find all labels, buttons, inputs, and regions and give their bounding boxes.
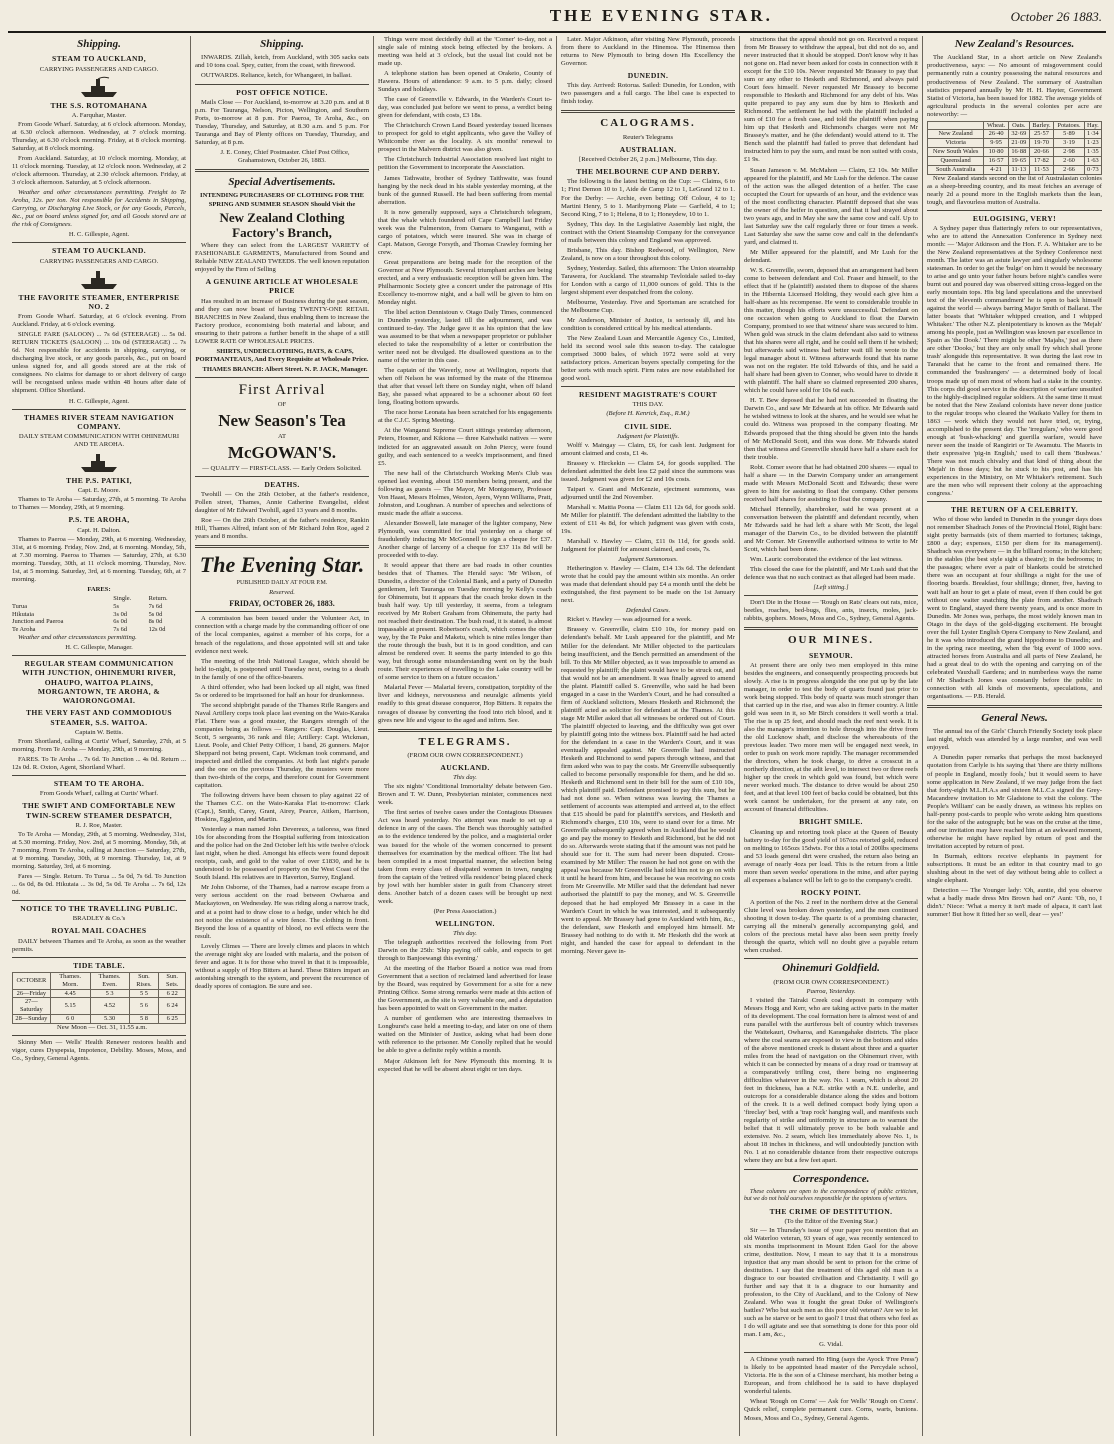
- table-row: Victoria 9·95 21·09 19·70 3·19 1·23: [928, 139, 1102, 148]
- text-block: Thames to Te Aroha — Saturday, 27th, at 5 morning. Te Aroha to Thames — Monday, 29th, at 9 morning.: [12, 496, 186, 512]
- ad-subheading: CARRYING PASSENGERS AND CARGO.: [39, 65, 159, 73]
- text-block: Don't Die in the House — 'Rough on Rats' clears out rats, mice, beetles, roaches, bed-bugs, flies, ants, insects, moles, jack-rabbits, gophers. Moses, Moss and Co., Sydney, General Agents.: [744, 599, 919, 623]
- table-row: Single. Return.: [113, 594, 168, 602]
- text-block: The meeting of the Irish National League, which should be held to-night, is postponed until Tuesday next, owing to a death in the family of one of the office-bearers.: [195, 657, 369, 681]
- text-block: The six nights' 'Conditional Immortality' debate between Geo. Brown and T. W. Dunn, Presbyterian minister, commences next week.: [378, 783, 552, 807]
- column-notices: [191, 36, 374, 1436]
- telegram-heading: AUCKLAND.: [440, 763, 490, 772]
- text-block: Brassey v. Hirckekin — Claim £4, for goods supplied. The defendant admitted the debt less £2 paid since the summons was issued. Judgment was given for £2 and 10s costs.: [561, 459, 735, 483]
- text-block: A Chinese youth named Ho Hing (says the Ayock 'Free Press') is likely to be appointed head master of the Percydale school, Victoria. He is the son of a Chinese merchant, his mother being a European, and from childhood he is said to have displayed wonderful talents.: [744, 1356, 918, 1396]
- text-block: Where they can select from the LARGEST VARIETY of FASHIONABLE GARMENTS, Manufactured from Sound and Reliable NEW ZEALAND TWEEDS. The well known reputation enjoyed by the Firm of Selling: [195, 242, 369, 274]
- table-row: New South Wales 10·80 16·88 20·66 2·98 1·35: [928, 148, 1102, 157]
- telegram-heading: DUNEDIN.: [627, 71, 669, 81]
- court-subheading: Defended Cases.: [625, 607, 671, 615]
- court-subheading: Judgment for Plaintiffs.: [616, 432, 680, 440]
- nameplate-subtitle: Reserved.: [269, 588, 295, 596]
- text-block: Brisbane, This day. Bishop Redwood, of Wellington, New Zealand, is now on a tour throughout this colony.: [561, 246, 735, 262]
- story-heading: THE MELBOURNE CUP AND DERBY.: [576, 167, 720, 177]
- text-block: Yesterday a man named John Devereux, a tailoress, was fined 10s for absconding from the Hospital suffering from intoxication and the police had on the 2nd October left his wife twelve o'clock last night, when he died. Amongst his effects were found deposit receipts, cash, and gold to the value of over £1830, and he is understood to be possessed of property on the West Coast of the South Island. His relatives are in Haverton, Surrey, England.: [195, 826, 369, 882]
- text-block: Twohill — On the 26th October, at the father's residence, Pollen street, Thames, Annie Catherine Evangelist, eldest daughter of Mr Edward Twohill, aged 13 years and 8 months.: [195, 491, 369, 515]
- text-block: SHIRTS, UNDERCLOTHING, HATS, & CAPS, PORTMANTEAUS, And Every Requisite at Wholesale Price.: [195, 347, 369, 363]
- column-telegrams-court: [557, 36, 740, 1436]
- text-block: The Christchurch Crown Land Board yesterday issued licenses to prospect for gold to eight applicants, who gave the Valley of Whitcombe river as the locality. A six months' renewal to prospect in the Malvern district was also given.: [378, 122, 552, 154]
- table-row: 28—Sunday 6 0 5.30 5 8 6 25: [13, 1014, 186, 1023]
- newspaper-nameplate: The Evening Star.: [199, 552, 365, 578]
- ad-title: McGOWAN'S.: [227, 443, 337, 463]
- agent-name: H. C. Gillespie, Manager.: [65, 644, 133, 652]
- text-block: At present there are only two men employed in this mine besides the engineers, and consequently prospecting proceeds but slowly. A rise is in progress alongside the one put up by the late manager, in order to test the body of quartz found just prior to work being stopped. This body of quartz was much stronger than that carried up in the rise, and was also in firmer country. A little gold was seen in it, so Mr Birch considers it well worth a trial. The rise is up 25 feet, and should reach the reef next week. It is also the manager's intention to hole through into the drive from the old Lucknow shaft, and disclose the whereabouts of the previous leader. Two more men will be engaged next week, in order to push on work more rapidly. The manager recommended the directors, when he took charge, to drive a crosscut in a northerly direction, at the adit level, to intersect two or three reefs higher up the creek in which gold was found, but which were never worked much. The distance to drive would be about 250 feet, and at that level 100 feet of backs could be obtained, but this work cannot be undertaken, for the present at any rate, on account of financial difficulties.: [744, 661, 918, 814]
- section-subheading: (FROM OUR OWN CORRESPONDENT.): [773, 978, 889, 986]
- mine-heading: BRIGHT SMILE.: [799, 817, 863, 827]
- letter-subheading: (To the Editor of the Evening Star.): [784, 1217, 878, 1225]
- text-block: A third offender, who had been locked up all night, was fined 5s or ordered to be imprisoned for half an hour for drunkenness.: [195, 683, 369, 699]
- fares-label: FARES:: [87, 585, 111, 593]
- text-block: Who of those who landed in Dunedin in the younger days does not remember Shadrach Jones of the Provincial Hotel, Right bars: sight pretty barmaids (six of them married to fortunes; takings, £800 a day; expenses, £150 per diem for its management). Shadrach was everywhere — in the billiard rooms; in the kitchen; in the stables (the best style sight a theatre); in the bedrooms; in the passages; where ever a pair of blankets could be stretched there was an occupant at four shillings a night for the use of flooring boards. Breakfast, four shillings; dinner, five, having to wait half an hour to get a plate of meat, even if then could be got without one waiter snatching the plate from another. Shadrach went to England, stayed there twenty years, and is once more in Dunedin. Mr Jones was, perhaps, the most widely known man in Otago in the days of the gold-digging excitement. He brought over the full Lyster English Opera Company to New Zealand, and he it was who introduced the grand hippodrome to Dunedin; and in the spring race meeting, when the 'big event' of 1000 sovs. attracted horses from Australia and all parts of New Zealand, he had a great deal to do with the opening and carrying on of the celebrated Vauxhall Gardens; and in numberless ways the name of Mr Shadrach Jones was constantly before the public in connection with all kinds of movements, speculations, and organisations. — P.B. Herald.: [927, 516, 1102, 700]
- text-block: From Goode Wharf. Saturday, at 6 o'clock afternoon. Monday, at 6.30 o'clock afternoon. Wednesday, at 7 o'clock morning. Thursday, at 6.30 o'clock morning. Friday, at 8 o'clock morning. Saturday, at 8 o'clock morning.: [12, 120, 186, 153]
- text-block: In Burmah, editors receive elephants in payment for subscriptions. It must be an editor in that country mad to go slushing about in the wet of day without being able to collect a single elephant.: [927, 852, 1102, 884]
- mine-heading: ROCKY POINT.: [800, 887, 862, 897]
- text-block: Marshall v. Mattia Poona — Claim £11 12s 6d, for goods sold. Mr Miller for plaintiff. The defendant admitted the liability to the extent of £11 4s 8d, for which judgment was given with costs, 19s.: [561, 504, 735, 536]
- table-row: Wheat. Oats. Barley. Potatoes. Hay.: [928, 121, 1102, 130]
- court-heading: CIVIL SIDE.: [624, 421, 672, 431]
- text-block: The first series of twelve cases under the Contagious Diseases Act was heard yesterday. No attempt was made to set up a defence in any of the cases. The Bench was thoroughly satisfied as to the evidence tendered by the police, and a magisterial order was issued for the whole of the women concerned to present themselves for examination by the medical officer. The list had been compiled in a most impartial manner, the selection being taken from every class of dissipated women in town, ranging from the captain of the 'retired villa residence' being placed check by jowl with her humbler sister in guilt from Chancery street dens. Another batch of a dozen cases will be brought up next week.: [378, 809, 552, 905]
- text-block: New Zealand stands second on the list of Australasian colonies as a sheep-breeding country, and its meat fetches an average of nearly 2d a pound more in the English markets than the lean, tough, and flavourless mutton of Australia.: [927, 174, 1102, 206]
- dateline: FRIDAY, OCTOBER 26, 1883.: [229, 598, 335, 608]
- text-block: Wheat 'Rough on Corns' — Ask for Wells' 'Rough on Corns'. Quick relief, complete permanent cure. Corns, warts, bunions. Moses, Moss and Co., Sydney, General Agents.: [744, 1398, 918, 1422]
- text-block: This day. Arrived: Rotorua. Sailed: Dunedin, for London, with two passengers and a full cargo. The libel case is expected to finish today.: [561, 82, 735, 106]
- table-row: Hikutaia 3s 0d 5s 0d: [12, 610, 163, 618]
- ship-name: THE S.S. ROTOMAHANA: [50, 100, 148, 110]
- agent-name: H. C. Gillespie, Agent.: [68, 397, 130, 405]
- notice-heading: POST OFFICE NOTICE.: [236, 87, 328, 97]
- ship-name: THE FAVORITE STEAMER, ENTERPRISE NO. 2: [18, 292, 180, 311]
- text-block: Ricket v. Hawley — was adjourned for a week.: [567, 616, 692, 624]
- letter-signature: G. Vidal.: [819, 1341, 843, 1349]
- text-block: Thames to Paeroa — Monday, 29th, at 6 morning. Wednesday, 31st, at 6 morning. Friday, Nov. 2nd, at 6 morning. Monday, 5th, at 7.30 morning. Paeroa to Thames — Saturday, 27th, at 6.30 morning. Tuesday, 30th, at 11 o'clock morning. Thursday, Nov. 1st, at 5 morning. Saturday, 3rd, at 6 morning. Tuesday, 6th, at 7 morning.: [12, 535, 186, 583]
- text-block: Hetherington v. Hawley — Claim, £14 13s 6d. The defendant wrote that he could pay the amount within six months. An order was made that defendant should pay £4 a month until the debt be extinguished, the first payment to be made on the 1st January next.: [561, 565, 735, 605]
- text-block: At the meeting of the Harbor Board a notice was read from Government that a section of reclaimed land advertised for lease by the Board, was required by Government for a site for a new Printing Office. Some strong remarks were made at this action of the Government, as the site is very valuable one, and a deputation has been appointed to wait on Government in the matter.: [378, 965, 552, 1013]
- section-subheading: (FROM OUR OWN CORRESPONDENT.): [407, 751, 523, 759]
- text-block: New Moon — Oct. 31, 11.55 a.m.: [56, 1023, 148, 1031]
- ad-line: First Arrival: [238, 381, 326, 398]
- steamship-icon: [79, 268, 119, 290]
- ad-heading: A GENUINE ARTICLE AT WHOLESALE PRICE: [205, 277, 359, 296]
- text-block: J. E. Coney, Chief Postmaster. Chief Post Office, Grahamstown, October 26, 1883.: [220, 148, 350, 164]
- ad-heading: STEAM TO AUCKLAND,: [51, 54, 147, 64]
- text-block: A Sydney paper thus flatteringly refers to our representatives, who are to attend the Annexation Conference in Sydney next month: — 'Major Atkinson and the Hon. F. A. Whitaker are to be the New Zealand representatives at the Sydney Conference next month. The latter was an astute lawyer and singularly wholesome statesman. In order to get the 'bulge' on him it would be necessary to arise and go unto your father hours before night's candles were burnt out and poured day was observed sitting cross-legged on the early mountain tops. His big land speculations and the unrevised text of the 'eleventh commandment' he is open to back himself against the world — always barring Major Smith of Ballarat. The latter boasts that 'Whitaker whipped creation, and I whipped Whitaker.' The other N.Z. plenipotentiary is known as the 'Mejah' among his people, just as Wellington was known par excellence in Spain as 'the Dook.' There might be other 'Majahs,' just as there are other 'Dooks,' but they are only small fry which shall 'prone trash' alongside this representative. It was during the last row in Taranaki that he came to the front and remained there. He commanded the 'bushrangers' — a determined body of local troops made up of men most of whom had a stake in the country. This corps did good service in the description of warfare unsuited to the highly-disciplined regular soldiers. At the same time it must be noted that the New Zealand colonists have never done justice to the regular troops who cleared the Waikato Valley for them in 1863 — work which they would not have tried, or, trying, accomplished to the present day. The 'irregulars,' who were good enough at 'bush-whacking' and guerilla warfare, would have never seen the inside of Rangiriri or Te Awamutu. The Maoris in their expressive 'pig-in English,' used to call them 'Bushwas.' There was not much chivalry and that kind of thing about the 'Mejah' in those days; but he stuck to his post, and has his experiences in the Ministry, on Mr Whitaker's retirement. Such are the men who will represent their colony at the approaching congress.': [927, 224, 1102, 497]
- text-block: Sydney, This day. In the Legislative Assembly last night, the contract with the Orient Steamship Company for the conveyance of mails between this colony and England was approved.: [561, 220, 735, 244]
- text-block: James Tathwaite, brother of Sydney Taithwaite, was found hanging by the neck dead in his stable yesterday morning, at the bunk of the gunned Russell. He had been suffering from mental aberration.: [378, 174, 552, 206]
- text-block: Wolff v. Maingay — Claim, £6, for cash lent. Judgment for amount claimed and costs, £1 4s.: [561, 441, 735, 457]
- text-block: OUTWARDS. Reliance, ketch, for Whangarei, in ballast.: [201, 72, 352, 80]
- text-block: [Left sitting.]: [813, 584, 849, 592]
- telegram-heading: AUSTRALIAN.: [619, 144, 677, 154]
- table-row: OCTOBER Thames. Morn. Thames. Even. Sun. Rises. Sun. Sets.: [13, 972, 186, 989]
- steamship-icon: [79, 451, 119, 473]
- ship-name: THE SWIFT AND COMFORTABLE NEW TWIN-SCREW STEAMER DESPATCH,: [22, 801, 176, 820]
- steamship-icon: [79, 76, 119, 98]
- text-block: A telephone station has been opened at Orakeio, County of Hawera. Hours of attendance: 9 a.m. to 5 p.m. daily; closed Sundays and holidays.: [378, 70, 552, 94]
- text-block: THAMES BRANCH: Albert Street. N. P. JACK, Manager.: [202, 365, 368, 373]
- text-block: Susan Jameson v. M. McMahon — Claim, £2 10s. Mr Miller appeared for the plaintiff, and Mr Lush for the defence. The cause of the action was the alleged detention of a heifer. The case occupied the Court for upwards of an hour, and the evidence was of the most conflicting character. Plaintiff deposed that she was the owner of the heifer in question, and that it had strayed about two years ago, and in May she saw the same cow and calf. Up to last Saturday saw the calf regularly three or four times a week. Last Saturday she saw the same cow and calf in the defendant's yard, and claimed it.: [744, 166, 918, 246]
- text-block: INWARDS. Zillah, ketch, from Auckland, with 305 sacks oats and 10 tons coal. Spey, cutter, from the coast, with firewood.: [195, 54, 369, 70]
- yields-table: [927, 121, 1102, 175]
- text-block: W. S. Greenville, sworn, deposed that an arrangement had been come to between defendant and Col. Fraser and himself, to the effect that if he (plaintiff) assisted them to dispose of the shares in the Hibernia Licensed Holding, they would each give him a half-share as his recompense. He went to considerable trouble in this matter, though his efforts were unsuccessful. Defendant on one occasion when going to Auckland to float the Darwin Company, promised to see that witness' share was secured to him. When gold was struck in the claim defendant also said to witness that his shares were all right, and he could sell them if he wished; but afterwards said witness had better wait till he wrote to the legal manager about it. Witness afterwards found that his name was not on the register. He told Edwards of this, and he said a half share had been given to Conner, who would have to divide it with plaintiff. The half share so claimed represented 200 shares, which he could have sold for 10s 6d each.: [744, 266, 918, 395]
- text-block: The race horse Leonata has been scratched for his engagements at the C.J.C. Spring Meeting.: [378, 409, 552, 425]
- section-subheading: Paeroa, Yesterday.: [806, 987, 856, 995]
- section-heading: Ohinemuri Goldfield.: [782, 962, 880, 975]
- text-block: Taipari v. Grant and McKenzie, ejectment summons, was adjourned until the 2nd November.: [561, 485, 735, 501]
- text-block: Malarial Fever — Malarial fevers, constipation, torpidity of the liver and kidneys, nervousness and neuralgic ailments yield readily to this great disease conqueror, Hop Bitters. It repairs the ravages of disease by converting the food into rich blood, and it gives new life and vigour to the aged and infirm. See.: [378, 684, 552, 724]
- text-block: From Shortland, calling at Curtis' Wharf, Saturday, 27th, at 5 morning. From Te Aroha — Monday, 29th, at 9 morning.: [12, 737, 186, 753]
- ad-subheading: CARRYING PASSENGERS AND CARGO.: [39, 257, 159, 265]
- telegram-dateline: [Received October 26, 2 p.m.] Melbourne, This day.: [579, 156, 717, 164]
- text-block: At the Wanganui Supreme Court sittings yesterday afternoon, Peters, Hosmer, and Kikiona — three Kaiwhaiki natives — were indicted for an aggravated assault on John Piercy, were found guilty, and each sentenced to a week's imprisonment, and fined £5.: [378, 427, 552, 467]
- text-block: It would appear that there are bad roads in other counties besides that of Thames. The Herald says: 'Mr Wilson, of Dunedin, a director of the Colonial Bank, and a party of Dunedin gentlemen, left Tauranga on Tuesday morning by Kelly's coach for Ohinemutu, but it appears that the coach broke down in the bush half way. Up till yesterday, it seems, from a telegram received by Mr Robert Graham from Ohinemutu, the party had not reached their destination. The bush road, it is stated, is almost impassable at present. Robertson's coach, which comes the other way, by the Te Puke and Maketu, which is nine miles longer than the route through the bush, but it is in good condition, and can almost be rendered over. It seems the party intended to go this way, but through some misunderstanding went on by the bush route. Their experiences of travelling to the Lake country will be of some service to them on a future occasion.': [378, 561, 552, 682]
- notice-heading: DEATHS.: [264, 480, 300, 490]
- ad-line: OF: [277, 401, 287, 409]
- text-block: Alexander Boswell, late manager of the lighter company, New Plymouth, was committed for trial yesterday on a charge of fraudulently inducing Mr McGonnell to sign a cheque for £37. Another charge of larceny of a cheque for £37 11s 8d will be proceeded with to-day.: [378, 519, 552, 559]
- text-block: Weather and other circumstances permitting. Freight to Te Aroha, 12s. per ton. Not responsible for Accidents in Shipping, Carrying, or Discharging Live Stock, or for any Goods, Parcels, &c., put on board unless signed for, and all Goods stored are at the risk of Consignees.: [12, 189, 186, 229]
- text-block: Sydney, Yesterday. Sailed, this afternoon: The Union steamship Tarawera, for Auckland. The steamship Tevloidale sailed to-day for London with a cargo of 11,000 ounces of gold. This is the largest shipment ever despatched from the colony.: [561, 264, 735, 296]
- table-row: South Australia 4·21 11·13 11·53 2·66 0·73: [928, 165, 1102, 174]
- text-block: structions that the appeal should not go on. Received a request from Mr Brassey to withdraw the appeal, but did not do so, and never instructed that it should be stopped. Don't know why it has not gone on. Had never been asked for costs in connection with it except for the £10 10s. Never requested Mr Brassey to pay that sum or any other to Hesketh and Richmond, and always paid Court fees himself. Never requested Mr Brassey to become responsible to Hesketh and Richmond for any debt of his. Was quite prepared to pay any sum due by him to Hesketh and Richmond. The settlement he had with the plaintiff included a sum of £10 for a fresh case, and told the plaintiff when paying him up that Hesketh and Richmond's charges were not Mr Brassey's matter, and he (the defendant) would attend to it. The Bench said the plaintiff had failed to prove that defendant had instructed him to pay the sum, and must be non suited with costs, £1 9s.: [744, 36, 918, 164]
- text-block: The New Zealand Loan and Mercantile Agency Co., Limited, held its second wool sale this season to-day. The catalogue comprised 3000 bales, of which 1972 were sold at very satisfactory prices. American buyers specially competing for the better sorts with much spirit. Firm rates are now established for good wool.: [561, 335, 735, 383]
- table-row: 26—Friday 4.45 5 3 5 5 6 22: [13, 989, 186, 998]
- nameplate-subtitle: PUBLISHED DAILY AT FOUR P.M.: [236, 580, 328, 587]
- column-court-mines: [740, 36, 923, 1436]
- text-block: A number of gentlemen who are interesting themselves in Longburst's case held a meeting to-day, and later on one of them waited on the Minister of Justice, asking what had been done with reference to the prisoner. Mr Conolly replied that he would be able to give a definite reply within a month.: [378, 1015, 552, 1055]
- text-block: Great preparations are being made for the reception of the Governor at New Plymouth. Several triumphant arches are being erected, and a very enthusiastic reception will be given him. The Philharmonic Society give a concert under the patronage of His Excellency to-morrow night, and a ball will be given to him on Monday night.: [378, 258, 552, 306]
- column-general-news: [923, 36, 1106, 1436]
- ship-master: A. Farquhar, Master.: [71, 111, 127, 119]
- telegram-dateline: This day.: [453, 774, 477, 782]
- ad-line: — QUALITY — FIRST-CLASS. — Early Orders Solicited.: [202, 465, 362, 473]
- text-block: Brassey v. Greenville, claim £10 10s, for money paid on defendant's behalf. Mr Lush appeared for the plaintiff, and Mr Miller for the defendant. Mr Miller objected to the particulars being insufficient, and the Bench permitted an amendment of the bill. To this Mr Miller objected, as it was impossible to amend as requested by plaintiff; the plaint would have to be struck out, and that would not be an amendment. It was finally agreed to amend the plaint. Plaintiff called S. Greenville, who said he had been engaged in a case in the Warden's Court, and he had consulted a firm of Auckland solicitors, Messrs Hesketh and Richmond; the plaintiff acted as solicitor for defendant at the Thames. At this stage Mr Miller asked that all witnesses be ordered out of Court. The plaintiff objected to leaving, and the difficulty was got over by plaintiff going into the witness box. Plaintiff said he had acted for the defendant in a case in the Warden's Court, and it was eventually appealed against. Mr Greenville had instructed Hesketh and Richmond to send papers through witness, and that firm asked who was to pay the costs. Mr Greenville subsequently called to become personally responsible for them, and he did so. Hesketh and Richmond sent in their bill for the sum of £10 10s, which plaintiff paid. Defendant promised to pay this sum, but he had not done so. When witness was leaving the Thames a settlement of accounts was attempted and arrived at, to the effect that £15 should be paid for plaintiff's services, and Hesketh and Richmond's charges, £10 10s, were to stand over for a time. Mr Greenville subsequently agreed when in Auckland that he would go and pay the money to Hesketh and Richmond, but he did not do so. Afterwards wrote stating that if the amount was not paid he should sue for it. The sum had never been disputed. Cross-examined by Mr Miller: The reason he had not gone on with the appeal was because Mr Greenville had told him not to go on with it until he heard from him, and because he was receiving no costs from Mr Greenville. Mr Miller said that the defendant had never authorised the plaintiff to pay the money, and W. S. Greenville deposed that he had employed Mr Brassey in a case in the Warden's Court in which he was interested, and it subsequently went to appeal. Mr Brassey had gone to Auckland with him, &c., the defendant, saw Hesketh and employed him himself. Mr Brassey had nothing to do with it. Mr Hesketh did the work at night, and handed the case for appeal to defendant in the morning. Never gave in-: [561, 626, 735, 955]
- table-row: Queensland 16·57 19·65 17·82 2·60 1·63: [928, 156, 1102, 165]
- text-block: A Dunedin paper remarks that perhaps the most backneyed quotation from Carlyle is his saying that 'there are thirty millions of people in England, mostly fools,' but it would seem to have some application in New Zealand, if we may judge from the fact that forty-eight M.L.H.A.s and sixteen M.L.C.s signed the Grey-Macandrew invitation to Mr Gladstone to visit the colony. 'The People's William' can be easily drawn, as witness his replies on half-penny post-cards to people who wrote asking him questions for the sake of the autograph; but he was on the cruise at the time, and our invitation may have reached him at an awkward moment, otherwise he might have replied by return of post and the invitation accepted by return of post.: [927, 754, 1102, 850]
- ship-master: R. J. Roe, Master.: [75, 821, 123, 829]
- tide-table-title: TIDE TABLE.: [73, 960, 125, 970]
- ad-line: AT: [277, 433, 287, 441]
- story-heading: EULOGISING, VERY!: [972, 213, 1057, 223]
- ad-heading: STEAM TO TE AROHA.: [53, 778, 145, 788]
- ad-subheading: From Goods Wharf, calling at Curtis' Wharf.: [39, 790, 159, 798]
- court-subheading: THIS DAY.: [632, 401, 664, 409]
- text-block: DAILY between Thames and Te Aroha, as soon as the weather permits.: [12, 937, 186, 953]
- text-block: I visited the Tairaki Creek coal deposit in company with Messrs Hogg and Kerr, who are taking active parts in the matter of its development. The coal formation here is almost west of and runs parallel with the auriferous belt of country which traverses the Waitekauri, Owharoa, and Karangahake districts. The place where the coal seams are exposed to view in the bottom and sides of the above mentioned creek is distant about three and a quarter miles from the head of navigation on the Ohinemuri river, with which it can be connected by means of a dray road or tramway at a comparatively trifling cost, there being no engineering difficulties whatever in the way. No. 1 seam, which is about 20 feet in thickness, has a N.E. strike with a N.E. underlie, and outcrops for a considerable distance along the sides and bottom of the creek. It is a well defined compact body lying upon a 'fireclay' bed, with a 'trap rock' hanging wall, and manifests such regularity of strike and uniformity in structure as to warrant the belief that it will ultimately prove to be both valuable and extensive. No. 2 seam, which lies immediately above No. 1, is about 18 inches in thickness, and will undoubtedly junction with No. 1 at no considerable distance from their respective outcrops where they are but a few feet apart.: [744, 996, 918, 1165]
- text-block: The case of Greenville v. Edwards, in the Warden's Court to-day, was concluded just before we went to press, a verdict being given for defendant, with costs, £3 18s.: [378, 96, 552, 120]
- table-row: Junction and Paeroa 6s 0d 8s 0d: [12, 618, 163, 626]
- telegram-dateline: This day.: [453, 930, 477, 938]
- column-local-news: [374, 36, 557, 1436]
- ad-heading: THAMES RIVER STEAM NAVIGATION COMPANY.: [23, 412, 175, 431]
- ship-master: Capt. H. Dalton.: [77, 526, 121, 534]
- ad-subheading: DAILY STEAM COMMUNICATION WITH OHINEMURI AND TE AROHA.: [18, 433, 180, 449]
- text-block: The following is the latest betting on the Cup: — Claims, 6 to 1; First Demon 10 to 1, Aide de Camp 12 to 1, LeGrand 12 to 1. For the Derby: — Archie, even betting; Off Colour, 4 to 1; Martini Henry, 5 to 1. Maribyrnong Plate — Garfield, 4 to 1; Second King, 7 to 1; Helena, 8 to 1; Honeydew, 10 to 1.: [561, 178, 735, 218]
- ad-title: New Season's Tea: [218, 411, 346, 431]
- text-block: The Christchurch Industrial Association resolved last night to petition the Government to incorporate the Association.: [378, 156, 552, 172]
- ad-heading: ROYAL MAIL COACHES: [51, 926, 147, 936]
- section-subheading: Reuter's Telegrams: [622, 133, 674, 141]
- text-block: Cleaning up and retorting took place at the Queen of Beauty battery to-day for the good yield of 167ozs retorted gold, reduced on melting to 165ozs 15dwts. For this a total of 200lbs specimens and 53 loads general dirt were crushed, the return also being an average of nearly 4ozs per load. This is the return from a little more than seven weeks' operations in the mine, and after paying all expenses a balance will be left to go to the company's credit.: [744, 828, 918, 884]
- ship-master: Capt. E. Moore.: [77, 487, 121, 495]
- text-block: Mails Close — For Auckland, to-morrow at 3.20 p.m. and at 8 p.m. For Tauranga, Nelson, Picton, Wellington, and Southern Ports, to-morrow at 8 p.m. For Paeroa, Te Aroha, &c., on Tuesday, Thursday, and Saturday, at 8.30 a.m. and 5 p.m. For Tauranga and Bay of Plenty offices on Tuesday, Thursday, and Saturday, at 8 p.m.: [195, 98, 369, 146]
- text-block: To Te Aroha — Monday, 29th, at 5 morning. Wednesday, 31st, at 5.30 morning. Friday, Nov. 2nd, at 5 morning. Monday, 5th, at 7 morning. From Te Aroha, calling at Junction — Saturday, 27th, at 9 morning. Tuesday, 30th, at 9 morning. Thursday, 1st, at 9 morning. Saturday, 3rd, at 6 morning.: [12, 830, 186, 870]
- section-heading: General News.: [981, 711, 1048, 724]
- text-block: From Goode Wharf. Saturday, at 6 o'clock evening. From Auckland. Friday, at 6 o'clock evening.: [12, 313, 186, 329]
- ad-subheading: SPRING AND SUMMER SEASON Should Visit the: [208, 201, 356, 209]
- columns: [8, 36, 1106, 1436]
- section-heading: CALOGRAMS.: [600, 117, 696, 130]
- court-heading: RESIDENT MAGISTRATE'S COURT: [578, 390, 718, 400]
- text-block: Has resulted in an increase of Business during the past season, and they can now boast of having TWENTY-ONE RETAIL BRANCHES in New Zealand, thus enabling them to increase the Factory produce, economising both material and labour, and ensuring to their patrons a further benefit in the shape of a still LOWER RATE OF WHOLESALE PRICES.: [195, 297, 369, 345]
- text-block: FARES. To Te Aroha ... 7s 6d. To Junction ... 4s 0d. Return ... 12s 0d. R. Oxton, Agent, Shortland Wharf.: [12, 755, 186, 771]
- text-block: The new hall of the Christchurch Working Men's Club was opened last evening, about 150 members being present, and the following as guests — The Mayor, Mr Montgomery, Professor Von Haast, Messrs Holmes, Weston, Ayers, Wynn Williams, Pratt, Johnston, and Loughnan. A number of speeches and selections of music made the affair a success.: [378, 469, 552, 517]
- table-row: New Zealand 26·40 32·69 25·57 5·89 1·34: [928, 130, 1102, 139]
- text-block: Lovely Climes — There are lovely climes and places in which the average night sky are loaded with malaria, and the poison of fever and ague. It is for those who travel in that it is impossible, without a supply of Hop Bitters at hand. These Bitters impart an astonishing strength to the system, and prevent the recurrence of deadly spores of contagion. Be sure and see.: [195, 942, 369, 990]
- text-block: Marshall v. Hawley — Claim, £11 0s 11d, for goods sold. Judgment for plaintiff for amount claimed, and costs, 7s.: [561, 538, 735, 554]
- tide-table: [12, 972, 186, 1024]
- ad-subheading: BRADLEY & Co.'s: [72, 915, 126, 923]
- text-block: Detection — The Younger lady: 'Oh, auntie, did you observe what a badly made dress Mrs Brown had on?' Aunt: 'Oh, no, I didn't.' Niece: 'What a mercy it isn't made of alpaca, it can't last summer! But how it fitted her so well, dear — yes!': [927, 886, 1102, 919]
- section-subheading: (Per Press Association.): [433, 907, 497, 915]
- text-block: A portion of the No. 2 reef in the northern drive at the General Clute level was broken down yesterday, and the men continued shooting it down to-day. The quartz is of a promising character, carrying all the mineral's generally accompanying gold, and colors of the precious metal have also been seen pretty freely through the quartz, which will no doubt give a payable return when crushed.: [744, 899, 918, 955]
- text-block: The Auckland Star, in a short article on New Zealand's productiveness, says: — No amount of misgovernment could permanently ruin a country possessing the natural resources and productiveness of New Zealand. The summary of Australian statistics prepared annually by Mr H. H. Hayter, Government Statist of Victoria, has been issued for 1882. The average yields of agricultural products in the several colonies per acre are noteworthy: —: [927, 54, 1102, 118]
- table-row: Te Aroha 7s 6d 12s 0d: [12, 626, 166, 634]
- table-row: 27—Saturday 5.15 4.52 5 6 6 24: [13, 998, 186, 1015]
- section-heading: Shipping.: [260, 38, 304, 50]
- text-block: The following drivers have been chosen to play against 22 of the Thames C.C. on the Waio-Karaka Flat to-morrow: Clark (Capt.), Smith, Carey, Grant, Airey, Pearce, Aitken, Harrison, Hoskins, Eggleton, and Martin.: [195, 792, 369, 824]
- ad-heading: NOTICE TO THE TRAVELLING PUBLIC.: [20, 904, 178, 914]
- text-block: Mr Miller appeared for the plaintiff, and Mr Lush for the defendant.: [744, 248, 918, 264]
- ad-heading: STEAM TO AUCKLAND.: [51, 246, 147, 256]
- table-row: Turua 5s 7s 6d: [12, 602, 163, 610]
- section-heading: Special Advertisements.: [228, 176, 336, 188]
- ship-name: THE P.S. PATIKI,: [66, 476, 132, 486]
- section-heading: Shipping.: [77, 38, 121, 50]
- section-heading: New Zealand's Resources.: [954, 38, 1075, 50]
- masthead-title: THE EVENING STAR.: [549, 6, 773, 25]
- text-block: The second shipbright parade of the Thames Rifle Rangers and Naval Artillery corps took place last evening on the Waio-Karaka Flat. There was a good muster, the Rangers strength of the companies being as follows — Rangers: Capt. Douglas, Lieut. Scott, 5 sergeants, 36 rank and file; Artillery: Capt. Wickman, Lieut. Poole, and Chief Petty Officer, 1 band, 26 gunners. Major Sheppard not being present, Capt. Wickman took command, and inspected and drilled the companies. At both last night's parade and the one on the previous Thursday, the musters were more than two-thirds of the corps, and therefore count for Government capitation.: [195, 701, 369, 790]
- text-block: Roe — On the 26th October, at the father's residence, Rankin Hill, Thames Alfred, infant son of Mr Richard John Roe, aged 2 years and 8 months.: [195, 517, 369, 541]
- text-block: Robt. Comer swore that he had obtained 200 shares — equal to half a share — in the Darwin Company under an arrangement made with Messrs McDonald Scott and Edwards; these were given to him for assisting to float the company. Other persons received half shares for assisting to float the company.: [744, 463, 918, 503]
- text-block: It is now generally supposed, says a Christchurch telegram, that the whale which foundered off Cape Campbell last Friday week was the Fulmerston, from Oamaru to Wanganui, with a cargo of potatoes, which were insured. She was in charge of Capt. Matson, George Forsyth, and Thomas Crawley forming her crew.: [378, 208, 552, 256]
- story-heading: THE RETURN OF A CELEBRITY.: [951, 504, 1078, 514]
- text-block: Fares — Single. Return. To Turua ... 5s 0d, 7s 6d. To Junction ... 6s 0d, 8s 0d. Hikutaia ... 3s 0d, 5s 0d. Te Aroha ... 7s 6d, 12s 0d.: [12, 872, 186, 896]
- text-block: These columns are open to the correspondence of public criticism, but we do not hold ourselves responsible for the opinions of writers.: [744, 1188, 918, 1203]
- fares-table: [12, 595, 186, 634]
- text-block: The annual tea of the Girls' Church Friendly Society took place last night, which was attended by a large number, and was well enjoyed.: [927, 728, 1102, 752]
- agent-name: H. C. Gillespie, Agent.: [68, 231, 130, 239]
- ship-name: THE VERY FAST AND COMMODIOUS STEAMER, S.S. WAITOA.: [25, 708, 173, 727]
- text-block: SINGLE FARE (SALOON) ... 7s 6d (STEERAGE) ... 5s 0d. RETURN TICKETS (SALOON) ... 10s 0d (STEERAGE) ... 7s 6d. Not responsible for accidents in shipping, carrying, or discharging live stock, or any goods parcels, &c., put on board unless signed for, and all goods stored are at the risk of consignees. No claims for damage to or short delivery of cargo will be recognised unless made within 48 hours after date of shipment. Office Shortland.: [12, 331, 186, 395]
- section-heading: TELEGRAMS.: [418, 735, 512, 748]
- text-block: Wm. Lauric corroborated the evidence of the last witness.: [750, 555, 903, 563]
- column-shipping-ads: [8, 36, 191, 1436]
- text-block: The captain of the Waverly, now at Wellington, reports that when off Nelson he was informed by the mate of the Hinemoa that after that vessel left there on Sunday night, when off Island Bay, she passed what appeared to be a schooner about 60 feet long, floating bottom upwards.: [378, 367, 552, 407]
- text-block: Weather and other circumstances permitting.: [18, 634, 137, 641]
- section-heading: OUR MINES.: [787, 634, 874, 647]
- ad-title: New Zealand Clothing Factory's Branch,: [219, 210, 345, 240]
- section-heading: Correspondence.: [792, 1172, 870, 1185]
- text-block: Mr John Osborne, of the Thames, had a narrow escape from a very serious accident on the road between Owharoa and Mackaytown, on Wednesday. He was riding along a narrow track, and at a point had to draw close to a hedge, under which he did not notice the existence of a wire fence. The clothing in front. Beyond the loss of a quantity of blood, no evil effects were the result.: [195, 884, 369, 940]
- text-block: A commission has been issued under the Volunteer Act, in connection with a charge made by the commanding officer of one of the local companies, against a member of his corps, for a breach of the regulations, and those appointed will sit and take evidence next week.: [195, 615, 369, 655]
- text-block: From Auckland. Saturday, at 10 o'clock morning. Monday, at 11 o'clock morning. Tuesday, at 12 o'clock noon. Wednesday, at 2 o'clock afternoon. Thursday, at 2.30 o'clock afternoon. Friday, at 3 o'clock afternoon. Saturday, at 5 o'clock afternoon.: [12, 155, 186, 187]
- text-block: The libel action Dennistoun v. Otago Daily Times, commenced in Dunedin yesterday, lasted till the adjournment, and was continued to-day. The Judge gave it as his opinion that the law was assumed to be that when a newspaper proprietor or publisher elected to take the responsibility of a letter or contribution the writer need not be divulged. He disallowed questions as to the name of the writer in this case.: [378, 309, 552, 365]
- text-block: The telegraph authorities received the following from Port Darwin on the 25th: 'Ship paying off cable, and expects to get through to Banjoewangi this evening.': [378, 939, 552, 963]
- text-block: Mr Anderson, Minister of Justice, is seriously ill, and his condition is considered critical by his medical attendants.: [561, 316, 735, 332]
- text-block: Sir — In Thursday's issue of your paper you mention that an old Waterloo veteran, 93 years of age, was recently sentenced to six months imprisonment in Mount Eden Gaol for the above crime, destitution. Now, I mean to say that it is a monstrous injustice that any man should be sent to prison for the crime of destitution. I say that the treatment of this aged old man is a disgrace to our boasted civilisation and Christianity. I will go further and say that it is a disgrace to our humanity and profession, to the City of Auckland, and to the Colony of New Zealand. Who was it fought the great Duke of Wellington's battles? Who but such men as this poor old veteran? Are we to let such as he starve or be sent to gaol? I trust that others who feel as I do will agitate and see that something is done for this poor old man. I am, &c.,: [744, 1226, 918, 1339]
- masthead: [8, 6, 1106, 33]
- mine-heading: SEYMOUR.: [809, 650, 853, 660]
- telegram-heading: WELLINGTON.: [435, 918, 495, 928]
- masthead-date: October 26 1883.: [1010, 9, 1102, 24]
- text-block: Skinny Men — Wells' Health Renewer restores health and vigor, cures Dyspepsia, Impotence, Debility. Moses, Moss, and Co., Sydney, General Agents.: [12, 1038, 186, 1062]
- court-subheading: (Before H. Kenrick, Esq., R.M.): [606, 410, 690, 418]
- text-block: This closed the case for the plaintiff, and Mr Lush said that the defence was that no such contract as that alleged had been made.: [744, 566, 918, 582]
- text-block: H. T. Bew deposed that he had not succeeded in floating the Darwin Co., and saw Mr Edwards at his office. Mr Edwards said he wished witness to look at the shares, and he would see what he could do. Witness was proposed in the company floating. Mr Edwards proposed that the thing should be given into the hands of Mr McDonald Scott, and this was done. Mr Edwards stated then that witness and Greenville should have half a share each for their trouble.: [744, 397, 918, 461]
- ad-heading: INTENDING PURCHASERS OF CLOTHING FOR THE: [200, 192, 364, 200]
- text-block: Things were most decidedly dull at the 'Corner' to-day, not a single sale of mining stock being effected by the brokers. A meeting was held at 3 o'clock, but the usual list could not be made up.: [378, 36, 552, 68]
- text-block: Major Atkinson left for New Plymouth this morning. It is expected that he will be absent about eight or ten days.: [378, 1057, 552, 1073]
- letter-heading: THE CRIME OF DESTITUTION.: [769, 1206, 893, 1216]
- ship-name: P.S. TE AROHA,: [68, 515, 130, 525]
- text-block: Melbourne, Yesterday. Five and Sportsman are scratched for the Melbourne Cup.: [561, 298, 735, 314]
- text-block: Michael Hennelly, sharebroker, said he was present at a conversation between the plaintiff and defendant recently, when Mr Edwards said he had left a share with Mr Scott, the legal manager of the Darwin Co., to be divided between the plaintiff and Mr Comer. Mr Greenville authorised witness to write to Mr Scott, which had been done.: [744, 505, 918, 553]
- court-subheading: Judgment Summonses.: [618, 556, 678, 564]
- ad-heading: REGULAR STEAM COMMUNICATION WITH JUNCTION, OHINEMURI RIVER, OHAUPO, WAITOA PLAINS, MORGANTOWN, TE AROHA, & WAIORONGOMAI.: [22, 659, 176, 706]
- ship-master: Captain W. Bettis.: [75, 728, 123, 736]
- text-block: Later. Major Atkinson, after visiting New Plymouth, proceeds from there to Auckland in the Hinemoa. The Hinemoa then returns to New Plymouth to bring down His Excellency the Governor.: [561, 36, 735, 68]
